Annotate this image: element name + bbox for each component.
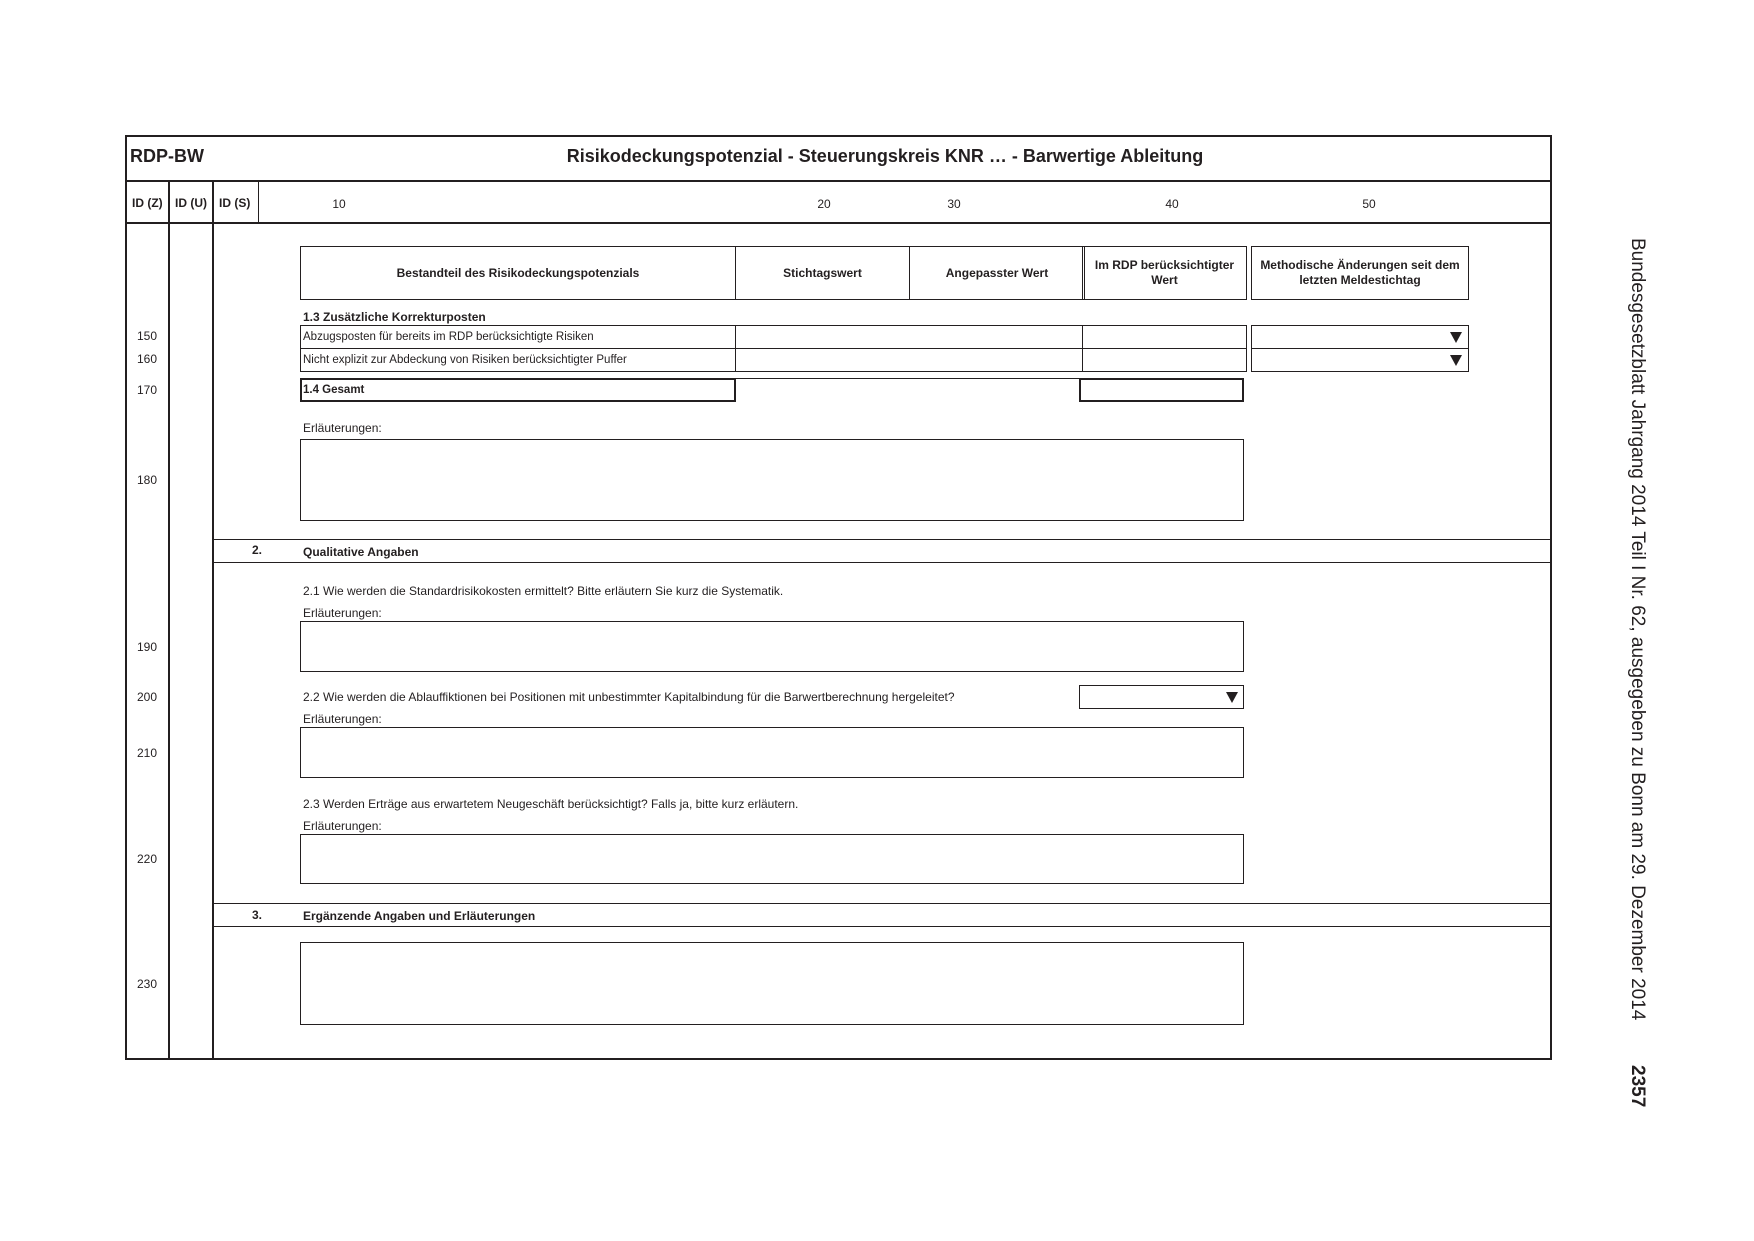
id-z-column-line: [168, 181, 170, 1060]
explanations-label-220: Erläuterungen:: [303, 819, 382, 833]
section-1-3-heading: 1.3 Zusätzliche Korrekturposten: [303, 310, 486, 324]
section-2-top-line: [212, 539, 1552, 540]
row-160-rdp-input[interactable]: [1082, 348, 1247, 372]
explanations-label-190: Erläuterungen:: [303, 606, 382, 620]
header-component: Bestandteil des Risikodeckungspotenzials: [300, 246, 736, 300]
header-rdp-value: Im RDP berücksichtigter Wert: [1082, 246, 1247, 300]
id-u-header: ID (U): [175, 196, 207, 210]
row-150-value-input[interactable]: [735, 325, 1083, 349]
section-3-bottom-line: [212, 926, 1552, 927]
row-id-180: 180: [137, 473, 158, 487]
id-u-column-line: [212, 181, 214, 1060]
id-z-header: ID (Z): [132, 196, 163, 210]
gazette-caption: Bundesgesetzblatt Jahrgang 2014 Teil I Nr. 62, ausgegeben zu Bonn am 29. Dezember 2014: [1627, 238, 1648, 1021]
row-170-label-cell: [300, 378, 736, 402]
section-3-top-line: [212, 903, 1552, 904]
row-150-label: Abzugsposten für bereits im RDP berücksichtigte Risiken: [303, 331, 594, 343]
section-2-bottom-line: [212, 562, 1552, 563]
question-2-2: 2.2 Wie werden die Ablauffiktionen bei Positionen mit unbestimmter Kapitalbindung für die Barwertberechnung hergeleitet?: [303, 690, 955, 704]
question-2-2-select[interactable]: [1079, 685, 1244, 709]
section-3-number: 3.: [252, 908, 263, 922]
row-160-label: Nicht explizit zur Abdeckung von Risiken berücksichtigter Puffer: [303, 354, 627, 366]
row-id-230: 230: [137, 977, 158, 991]
row-160-method-select[interactable]: [1251, 348, 1469, 372]
row-id-220: 220: [137, 852, 158, 866]
explanations-textarea-220[interactable]: [300, 834, 1244, 884]
question-2-1: 2.1 Wie werden die Standardrisikokosten ermittelt? Bitte erläutern Sie kurz die Systematik.: [303, 584, 784, 598]
form-code: RDP-BW: [130, 146, 204, 166]
explanations-textarea-210[interactable]: [300, 727, 1244, 778]
row-170-label: 1.4 Gesamt: [303, 384, 365, 396]
row-id-190: 190: [137, 640, 158, 654]
header-adjusted-value: Angepasster Wert: [909, 246, 1085, 300]
explanations-textarea-190[interactable]: [300, 621, 1244, 672]
page-number: 2357: [1627, 1065, 1648, 1108]
column-number-20: 20: [817, 197, 831, 211]
triangle-down-icon: [1226, 692, 1238, 703]
triangle-down-icon: [1450, 355, 1462, 366]
triangle-down-icon: [1450, 332, 1462, 343]
section-2-title: Qualitative Angaben: [303, 545, 419, 559]
row-150-method-select[interactable]: [1251, 325, 1469, 349]
title-divider: [125, 180, 1552, 182]
explanations-label-210: Erläuterungen:: [303, 712, 382, 726]
row-id-210: 210: [137, 746, 158, 760]
column-number-30: 30: [947, 197, 961, 211]
row-id-150: 150: [137, 329, 158, 343]
explanations-textarea-230[interactable]: [300, 942, 1244, 1025]
row-150-rdp-input[interactable]: [1082, 325, 1247, 349]
explanations-textarea-180[interactable]: [300, 439, 1244, 521]
row-170-rdp-input[interactable]: [1079, 378, 1244, 402]
header-reference-value: Stichtagswert: [735, 246, 910, 300]
row-160-value-input[interactable]: [735, 348, 1083, 372]
id-s-header: ID (S): [219, 196, 251, 210]
row-id-200: 200: [137, 690, 158, 704]
id-s-divider: [258, 181, 259, 223]
section-2-number: 2.: [252, 543, 263, 557]
column-number-10: 10: [332, 197, 346, 211]
explanations-label-180: Erläuterungen:: [303, 421, 382, 435]
section-3-title: Ergänzende Angaben und Erläuterungen: [303, 909, 536, 923]
row-id-160: 160: [137, 352, 158, 366]
column-number-50: 50: [1362, 197, 1376, 211]
header-method-changes: Methodische Änderungen seit dem letzten Meldestichtag: [1251, 246, 1469, 300]
question-2-3: 2.3 Werden Erträge aus erwartetem Neugeschäft berücksichtigt? Falls ja, bitte kurz erläutern.: [303, 797, 799, 811]
header-divider: [125, 222, 1552, 224]
form-title: Risikodeckungspotenzial - Steuerungskreis KNR … - Barwertige Ableitung: [566, 146, 1204, 166]
row-id-170: 170: [137, 383, 158, 397]
column-number-40: 40: [1165, 197, 1179, 211]
row-170-value-top-line: [735, 378, 1083, 379]
